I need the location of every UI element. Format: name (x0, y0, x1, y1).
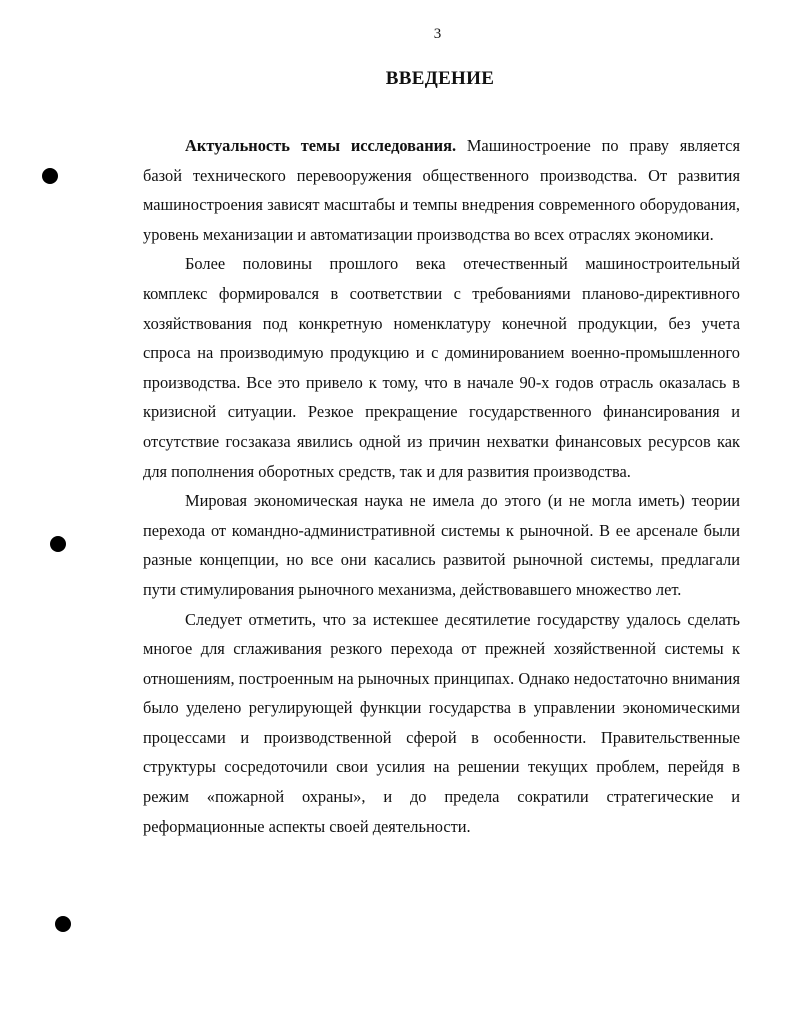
paragraph-theory: Мировая экономическая наука не имела до этого (и не могла иметь) теории перехода от командно-административной системы к рыночной. В ее арсенале были разные концепции, но все они касались развитой рыночной системы, предлагали пути стимулирования рыночного механизма, действовавшего множество лет. (143, 491, 740, 599)
paragraph-relevance (143, 131, 740, 249)
paragraph-lead-heading: Актуальность темы исследования. (185, 136, 457, 155)
paragraph-history: Более половины прошлого века отечественный машиностроительный комплекс формировался в соответствии с требованиями планово-директивного хозяйствования под конкретную номенклатуру конечной продукции, без учета спроса на производимую продукцию и с доминированием военно-промышленного производства. Все это привело к тому, что в начале 90-х годов отрасль оказалась в кризисной ситуации. Резкое прекращение государственного финансирования и отсутствие госзаказа явились одной из причин нехватки финансовых ресурсов как для пополнения оборотных средств, так и для развития производства. (143, 254, 740, 481)
punch-hole-mark (42, 168, 58, 184)
paragraph-text: Машиностроение по праву является базой технического перевооружения общественного производства. От развития машиностроения зависят масштабы и темпы внедрения современного оборудования, уровень механизации и автоматизации производства во всех отраслях экономики. (143, 136, 740, 244)
paragraph-state-role: Следует отметить, что за истекшее десятилетие государству удалось сделать многое для сглаживания резкого перехода от прежней хозяйственной системы к отношениям, построенным на рыночных принципах. Однако недостаточно внимания было уделено регулирующей функции государства в управлении экономическими процессами и производственной сферой в особенности. Правительственные структуры сосредоточили свои усилия на решении текущих проблем, перейдя в режим «пожарной охраны», и до предела сократили стратегические и реформационные аспекты своей деятельности. (143, 609, 740, 836)
page-number: 3 (433, 26, 442, 42)
document-body (143, 131, 740, 841)
page-title: ВВЕДЕНИЕ (385, 68, 495, 89)
punch-hole-mark (50, 536, 66, 552)
punch-hole-mark (55, 916, 71, 932)
